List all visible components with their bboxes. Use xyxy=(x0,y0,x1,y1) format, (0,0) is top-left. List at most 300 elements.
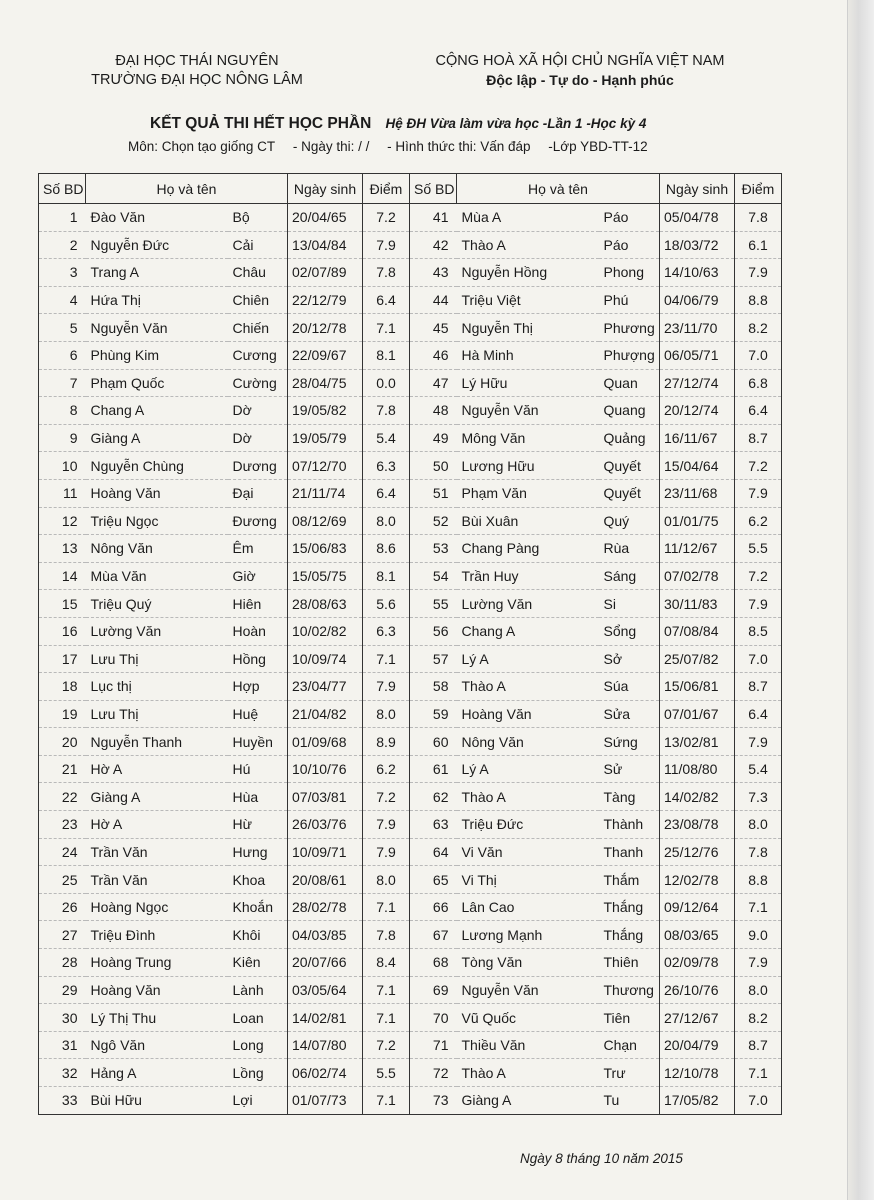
table-row xyxy=(39,424,782,452)
student-first-name: Mông Văn xyxy=(457,424,599,452)
subject-label: Môn: Chọn tạo giống CT xyxy=(128,139,276,154)
student-score: 7.1 xyxy=(363,976,410,1004)
student-dob: 14/02/81 xyxy=(288,1004,363,1032)
student-dob: 22/12/79 xyxy=(288,286,363,314)
student-first-name: Hảng A xyxy=(86,1059,228,1087)
student-last-name: Khoa xyxy=(228,866,288,894)
student-number: 49 xyxy=(410,424,457,452)
student-number: 60 xyxy=(410,728,457,756)
table-row xyxy=(39,314,782,342)
student-last-name: Quyết xyxy=(599,479,660,507)
student-number: 20 xyxy=(39,728,86,756)
student-score: 8.6 xyxy=(363,535,410,563)
student-dob: 04/03/85 xyxy=(288,921,363,949)
student-first-name: Trần Huy xyxy=(457,562,599,590)
student-dob: 27/12/74 xyxy=(660,369,735,397)
student-first-name: Vũ Quốc xyxy=(457,1004,599,1032)
student-dob: 13/04/84 xyxy=(288,231,363,259)
student-number: 45 xyxy=(410,314,457,342)
student-number: 44 xyxy=(410,286,457,314)
student-number: 12 xyxy=(39,507,86,535)
student-last-name: Tu xyxy=(599,1087,660,1115)
student-first-name: Hoàng Văn xyxy=(86,976,228,1004)
student-number: 8 xyxy=(39,397,86,425)
student-number: 3 xyxy=(39,259,86,287)
student-dob: 30/11/83 xyxy=(660,590,735,618)
student-number: 32 xyxy=(39,1059,86,1087)
student-last-name: Êm xyxy=(228,535,288,563)
student-dob: 20/12/78 xyxy=(288,314,363,342)
student-score: 6.2 xyxy=(363,755,410,783)
student-number: 29 xyxy=(39,976,86,1004)
student-first-name: Hà Minh xyxy=(457,341,599,369)
student-last-name: Dờ xyxy=(228,424,288,452)
student-number: 18 xyxy=(39,673,86,701)
student-number: 27 xyxy=(39,921,86,949)
table-row xyxy=(39,479,782,507)
student-number: 50 xyxy=(410,452,457,480)
student-last-name: Tiên xyxy=(599,1004,660,1032)
student-dob: 27/12/67 xyxy=(660,1004,735,1032)
country-name: CỘNG HOÀ XÃ HỘI CHỦ NGHĨA VIỆT NAM xyxy=(435,53,725,69)
student-score: 8.7 xyxy=(735,1031,782,1059)
student-first-name: Lưu Thị xyxy=(86,645,228,673)
student-number: 46 xyxy=(410,341,457,369)
student-score: 6.3 xyxy=(363,617,410,645)
student-number: 62 xyxy=(410,783,457,811)
student-number: 43 xyxy=(410,259,457,287)
student-score: 6.1 xyxy=(735,231,782,259)
student-number: 19 xyxy=(39,700,86,728)
student-first-name: Nguyễn Văn xyxy=(86,314,228,342)
col-header-no: Số BD xyxy=(410,174,457,204)
student-last-name: Thiên xyxy=(599,949,660,977)
student-first-name: Hờ A xyxy=(86,811,228,839)
student-last-name: Hồng xyxy=(228,645,288,673)
student-dob: 09/12/64 xyxy=(660,893,735,921)
student-number: 55 xyxy=(410,590,457,618)
student-first-name: Phạm Quốc xyxy=(86,369,228,397)
student-dob: 25/07/82 xyxy=(660,645,735,673)
student-dob: 14/10/63 xyxy=(660,259,735,287)
student-score: 7.9 xyxy=(363,838,410,866)
national-header xyxy=(420,52,740,90)
student-score: 8.0 xyxy=(363,866,410,894)
student-score: 8.7 xyxy=(735,424,782,452)
document-title-row xyxy=(150,115,646,133)
student-first-name: Nguyễn Thị xyxy=(457,314,599,342)
student-score: 5.5 xyxy=(363,1059,410,1087)
student-dob: 07/12/70 xyxy=(288,452,363,480)
student-dob: 22/09/67 xyxy=(288,341,363,369)
student-number: 52 xyxy=(410,507,457,535)
student-number: 24 xyxy=(39,838,86,866)
student-number: 66 xyxy=(410,893,457,921)
student-score: 7.1 xyxy=(363,314,410,342)
student-dob: 21/11/74 xyxy=(288,479,363,507)
table-row xyxy=(39,755,782,783)
student-score: 7.0 xyxy=(735,341,782,369)
student-dob: 20/07/66 xyxy=(288,949,363,977)
student-first-name: Mùa Văn xyxy=(86,562,228,590)
student-score: 8.8 xyxy=(735,286,782,314)
student-first-name: Triệu Quý xyxy=(86,590,228,618)
student-last-name: Páo xyxy=(599,231,660,259)
student-number: 59 xyxy=(410,700,457,728)
student-score: 8.4 xyxy=(363,949,410,977)
student-dob: 23/04/77 xyxy=(288,673,363,701)
student-last-name: Hưng xyxy=(228,838,288,866)
student-score: 7.9 xyxy=(363,231,410,259)
document-title: KẾT QUẢ THI HẾT HỌC PHẦN xyxy=(150,115,372,132)
table-row xyxy=(39,921,782,949)
student-score: 5.5 xyxy=(735,535,782,563)
student-number: 68 xyxy=(410,949,457,977)
student-last-name: Thương xyxy=(599,976,660,1004)
student-dob: 05/04/78 xyxy=(660,204,735,232)
student-first-name: Triệu Đình xyxy=(86,921,228,949)
table-row xyxy=(39,673,782,701)
student-number: 7 xyxy=(39,369,86,397)
student-number: 9 xyxy=(39,424,86,452)
student-score: 7.8 xyxy=(735,204,782,232)
student-score: 7.9 xyxy=(735,479,782,507)
table-row xyxy=(39,1031,782,1059)
student-dob: 15/05/75 xyxy=(288,562,363,590)
table-row xyxy=(39,1004,782,1032)
student-number: 28 xyxy=(39,949,86,977)
table-row xyxy=(39,838,782,866)
student-number: 57 xyxy=(410,645,457,673)
student-dob: 17/05/82 xyxy=(660,1087,735,1115)
student-first-name: Chang A xyxy=(86,397,228,425)
student-first-name: Giàng A xyxy=(457,1087,599,1115)
student-dob: 15/04/64 xyxy=(660,452,735,480)
student-score: 7.9 xyxy=(735,949,782,977)
student-first-name: Trang A xyxy=(86,259,228,287)
student-score: 7.9 xyxy=(363,673,410,701)
student-number: 15 xyxy=(39,590,86,618)
student-first-name: Hoàng Văn xyxy=(457,700,599,728)
student-score: 5.6 xyxy=(363,590,410,618)
student-dob: 21/04/82 xyxy=(288,700,363,728)
student-score: 7.9 xyxy=(363,811,410,839)
student-dob: 28/04/75 xyxy=(288,369,363,397)
student-last-name: Súa xyxy=(599,673,660,701)
student-score: 9.0 xyxy=(735,921,782,949)
student-dob: 20/04/79 xyxy=(660,1031,735,1059)
student-first-name: Lưu Thị xyxy=(86,700,228,728)
student-first-name: Nguyễn Đức xyxy=(86,231,228,259)
student-number: 25 xyxy=(39,866,86,894)
student-score: 7.8 xyxy=(363,397,410,425)
student-score: 7.1 xyxy=(363,1004,410,1032)
student-dob: 11/12/67 xyxy=(660,535,735,563)
col-header-dob: Ngày sinh xyxy=(660,174,735,204)
results-table xyxy=(38,173,782,1115)
student-last-name: Đại xyxy=(228,479,288,507)
student-last-name: Loan xyxy=(228,1004,288,1032)
student-score: 8.0 xyxy=(735,976,782,1004)
student-score: 7.9 xyxy=(735,259,782,287)
table-row xyxy=(39,811,782,839)
student-last-name: Thanh xyxy=(599,838,660,866)
student-number: 42 xyxy=(410,231,457,259)
student-first-name: Tòng Văn xyxy=(457,949,599,977)
table-row xyxy=(39,893,782,921)
student-dob: 07/02/78 xyxy=(660,562,735,590)
student-dob: 23/08/78 xyxy=(660,811,735,839)
student-first-name: Bùi Hữu xyxy=(86,1087,228,1115)
student-first-name: Nguyễn Văn xyxy=(457,976,599,1004)
student-score: 6.4 xyxy=(735,700,782,728)
student-score: 7.9 xyxy=(735,728,782,756)
table-row xyxy=(39,231,782,259)
student-first-name: Nguyễn Thanh xyxy=(86,728,228,756)
student-first-name: Phạm Văn xyxy=(457,479,599,507)
student-first-name: Hứa Thị xyxy=(86,286,228,314)
exam-info-row xyxy=(128,139,662,154)
student-dob: 01/01/75 xyxy=(660,507,735,535)
program-subtitle: Hệ ĐH Vừa làm vừa học -Lần 1 -Học kỳ 4 xyxy=(385,116,647,131)
table-row xyxy=(39,949,782,977)
student-number: 73 xyxy=(410,1087,457,1115)
student-first-name: Phùng Kim xyxy=(86,341,228,369)
student-score: 7.0 xyxy=(735,1087,782,1115)
student-first-name: Lý Thị Thu xyxy=(86,1004,228,1032)
student-last-name: Huyền xyxy=(228,728,288,756)
student-last-name: Đương xyxy=(228,507,288,535)
student-score: 7.1 xyxy=(363,1087,410,1115)
student-last-name: Dương xyxy=(228,452,288,480)
table-row xyxy=(39,397,782,425)
table-row xyxy=(39,728,782,756)
student-dob: 14/02/82 xyxy=(660,783,735,811)
student-number: 63 xyxy=(410,811,457,839)
college-name: TRƯỜNG ĐẠI HỌC NÔNG LÂM xyxy=(91,72,303,88)
student-number: 47 xyxy=(410,369,457,397)
student-number: 6 xyxy=(39,341,86,369)
student-dob: 20/04/65 xyxy=(288,204,363,232)
student-first-name: Mùa A xyxy=(457,204,599,232)
student-dob: 20/12/74 xyxy=(660,397,735,425)
student-first-name: Lý Hữu xyxy=(457,369,599,397)
student-score: 8.1 xyxy=(363,341,410,369)
student-number: 51 xyxy=(410,479,457,507)
student-last-name: Hú xyxy=(228,755,288,783)
student-score: 7.8 xyxy=(363,921,410,949)
student-number: 11 xyxy=(39,479,86,507)
table-row xyxy=(39,507,782,535)
student-score: 5.4 xyxy=(735,755,782,783)
student-number: 22 xyxy=(39,783,86,811)
student-score: 7.2 xyxy=(735,562,782,590)
student-last-name: Thắng xyxy=(599,921,660,949)
student-first-name: Triệu Việt xyxy=(457,286,599,314)
student-number: 64 xyxy=(410,838,457,866)
institution-header xyxy=(82,52,312,90)
table-row xyxy=(39,976,782,1004)
student-score: 7.2 xyxy=(363,783,410,811)
student-dob: 02/07/89 xyxy=(288,259,363,287)
student-last-name: Dờ xyxy=(228,397,288,425)
exam-format-label: - Hình thức thi: Vấn đáp xyxy=(387,139,531,154)
student-first-name: Vi Văn xyxy=(457,838,599,866)
student-last-name: Thắm xyxy=(599,866,660,894)
col-header-name: Họ và tên xyxy=(86,174,288,204)
student-last-name: Si xyxy=(599,590,660,618)
student-number: 53 xyxy=(410,535,457,563)
student-score: 6.8 xyxy=(735,369,782,397)
student-first-name: Giàng A xyxy=(86,783,228,811)
student-score: 8.0 xyxy=(735,811,782,839)
student-first-name: Thào A xyxy=(457,783,599,811)
student-last-name: Sứng xyxy=(599,728,660,756)
student-first-name: Lường Văn xyxy=(457,590,599,618)
student-score: 6.4 xyxy=(735,397,782,425)
student-first-name: Lý A xyxy=(457,755,599,783)
student-number: 56 xyxy=(410,617,457,645)
student-score: 6.4 xyxy=(363,286,410,314)
student-dob: 04/06/79 xyxy=(660,286,735,314)
student-first-name: Đào Văn xyxy=(86,204,228,232)
student-first-name: Giàng A xyxy=(86,424,228,452)
student-first-name: Nguyễn Chùng xyxy=(86,452,228,480)
table-row xyxy=(39,617,782,645)
student-dob: 28/08/63 xyxy=(288,590,363,618)
student-last-name: Long xyxy=(228,1031,288,1059)
student-number: 30 xyxy=(39,1004,86,1032)
student-number: 54 xyxy=(410,562,457,590)
student-dob: 23/11/70 xyxy=(660,314,735,342)
student-number: 67 xyxy=(410,921,457,949)
university-name: ĐẠI HỌC THÁI NGUYÊN xyxy=(115,53,279,69)
student-last-name: Páo xyxy=(599,204,660,232)
student-number: 4 xyxy=(39,286,86,314)
student-last-name: Phượng xyxy=(599,341,660,369)
student-dob: 10/09/71 xyxy=(288,838,363,866)
student-number: 69 xyxy=(410,976,457,1004)
student-dob: 16/11/67 xyxy=(660,424,735,452)
student-number: 65 xyxy=(410,866,457,894)
student-last-name: Cường xyxy=(228,369,288,397)
student-dob: 06/05/71 xyxy=(660,341,735,369)
student-dob: 26/10/76 xyxy=(660,976,735,1004)
student-dob: 20/08/61 xyxy=(288,866,363,894)
student-last-name: Châu xyxy=(228,259,288,287)
student-score: 8.0 xyxy=(363,700,410,728)
student-last-name: Chiên xyxy=(228,286,288,314)
student-score: 7.1 xyxy=(363,645,410,673)
student-dob: 15/06/81 xyxy=(660,673,735,701)
student-number: 5 xyxy=(39,314,86,342)
table-row xyxy=(39,590,782,618)
student-dob: 12/02/78 xyxy=(660,866,735,894)
student-last-name: Phong xyxy=(599,259,660,287)
student-number: 58 xyxy=(410,673,457,701)
student-number: 16 xyxy=(39,617,86,645)
student-dob: 10/09/74 xyxy=(288,645,363,673)
student-last-name: Kiên xyxy=(228,949,288,977)
student-last-name: Thành xyxy=(599,811,660,839)
student-first-name: Thào A xyxy=(457,231,599,259)
student-last-name: Lồng xyxy=(228,1059,288,1087)
student-last-name: Hợp xyxy=(228,673,288,701)
student-number: 71 xyxy=(410,1031,457,1059)
class-label: -Lớp YBD-TT-12 xyxy=(548,139,648,154)
student-dob: 19/05/79 xyxy=(288,424,363,452)
student-first-name: Trần Văn xyxy=(86,838,228,866)
student-dob: 01/07/73 xyxy=(288,1087,363,1115)
student-number: 33 xyxy=(39,1087,86,1115)
student-dob: 08/12/69 xyxy=(288,507,363,535)
student-last-name: Quảng xyxy=(599,424,660,452)
table-header-row xyxy=(39,174,782,204)
table-row xyxy=(39,204,782,232)
student-number: 1 xyxy=(39,204,86,232)
student-first-name: Bùi Xuân xyxy=(457,507,599,535)
col-header-score: Điểm xyxy=(363,174,410,204)
student-first-name: Triệu Đức xyxy=(457,811,599,839)
student-last-name: Phương xyxy=(599,314,660,342)
student-first-name: Nông Văn xyxy=(86,535,228,563)
student-score: 8.5 xyxy=(735,617,782,645)
student-number: 10 xyxy=(39,452,86,480)
student-last-name: Rùa xyxy=(599,535,660,563)
student-dob: 14/07/80 xyxy=(288,1031,363,1059)
student-first-name: Hoàng Ngọc xyxy=(86,893,228,921)
student-score: 7.2 xyxy=(363,204,410,232)
student-last-name: Cương xyxy=(228,341,288,369)
student-number: 17 xyxy=(39,645,86,673)
student-number: 23 xyxy=(39,811,86,839)
student-number: 31 xyxy=(39,1031,86,1059)
student-last-name: Phú xyxy=(599,286,660,314)
table-row xyxy=(39,452,782,480)
table-row xyxy=(39,700,782,728)
student-last-name: Lành xyxy=(228,976,288,1004)
student-dob: 01/09/68 xyxy=(288,728,363,756)
student-last-name: Lợi xyxy=(228,1087,288,1115)
student-score: 7.1 xyxy=(735,893,782,921)
student-first-name: Trần Văn xyxy=(86,866,228,894)
student-last-name: Sửa xyxy=(599,700,660,728)
student-last-name: Sử xyxy=(599,755,660,783)
student-score: 8.1 xyxy=(363,562,410,590)
student-score: 7.9 xyxy=(735,590,782,618)
table-row xyxy=(39,369,782,397)
student-score: 8.9 xyxy=(363,728,410,756)
student-first-name: Thào A xyxy=(457,673,599,701)
table-row xyxy=(39,259,782,287)
student-score: 7.2 xyxy=(735,452,782,480)
student-score: 7.2 xyxy=(363,1031,410,1059)
table-row xyxy=(39,866,782,894)
student-number: 21 xyxy=(39,755,86,783)
student-first-name: Hoàng Văn xyxy=(86,479,228,507)
student-last-name: Sáng xyxy=(599,562,660,590)
col-header-score: Điểm xyxy=(735,174,782,204)
student-number: 70 xyxy=(410,1004,457,1032)
student-score: 6.2 xyxy=(735,507,782,535)
student-first-name: Nguyễn Hồng xyxy=(457,259,599,287)
student-dob: 06/02/74 xyxy=(288,1059,363,1087)
exam-date-label: - Ngày thi: / / xyxy=(292,139,370,154)
student-first-name: Lường Văn xyxy=(86,617,228,645)
student-score: 7.8 xyxy=(735,838,782,866)
student-score: 8.8 xyxy=(735,866,782,894)
table-row xyxy=(39,645,782,673)
